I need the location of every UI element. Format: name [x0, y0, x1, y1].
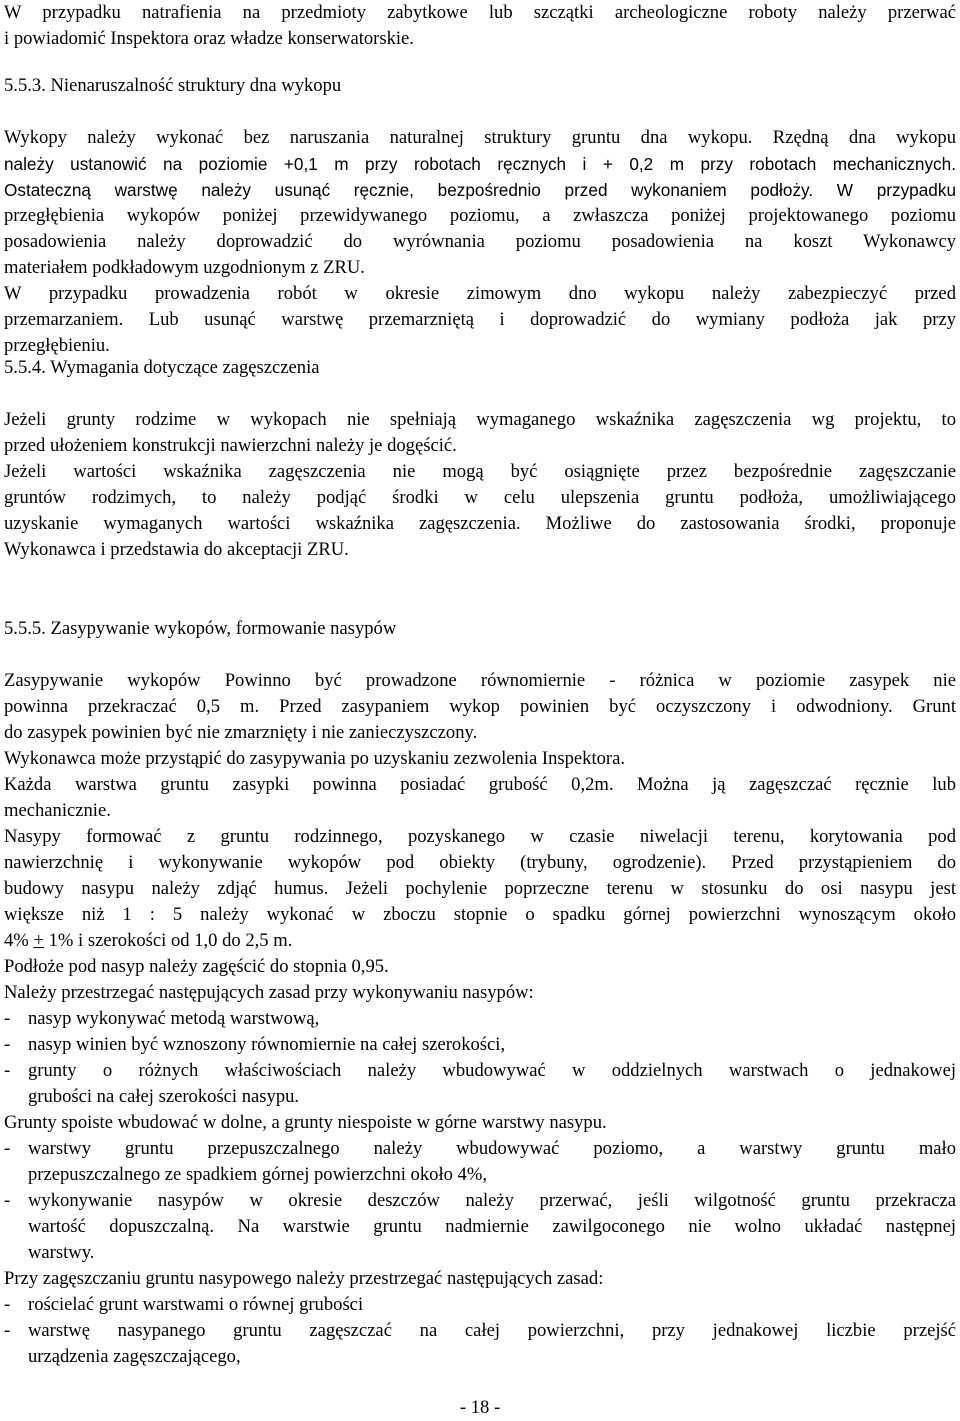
text-line: grunty o różnych właściwościach należy wbudowywać w oddzielnych warstwach o jednakowej [28, 1060, 956, 1081]
text-line: Jeżeli grunty rodzime w wykopach nie spełniają wymaganego wskaźnika zagęszczenia wg projektu, to [4, 409, 956, 430]
intro-paragraph [4, 0, 956, 52]
text-line: wykonywanie nasypów w okresie deszczów należy przerwać, jeśli wilgotność gruntu przekracza [28, 1190, 956, 1211]
document-page [4, 0, 956, 1417]
text-line: grubości na całej szerokości nasypu. [28, 1086, 300, 1107]
dash-marker: - [4, 1138, 11, 1159]
paragraph: Grunty spoiste wbudować w dolne, a grunty niespoiste w górne warstwy nasypu. [4, 1112, 607, 1133]
text-line: warstwy. [28, 1242, 95, 1263]
bullet-list [4, 1006, 956, 1110]
section-heading: 5.5.5. Zasypywanie wykopów, formowanie nasypów [4, 618, 397, 639]
paragraph: Wykonawca może przystąpić do zasypywania po uzyskaniu zezwolenia Inspektora. [4, 748, 626, 769]
list-item [4, 1188, 956, 1266]
section-5-5-3 [4, 73, 956, 359]
dash-marker: - [4, 1294, 11, 1315]
text-line: budowy nasypu należy zdjąć humus. Jeżeli pochylenie poprzeczne terenu w stosunku do osi nasypu jest [4, 878, 956, 899]
section-5-5-4 [4, 355, 956, 563]
text-line: Zasypywanie wykopów Powinno być prowadzone równomiernie - różnica w poziomie zasypek nie [4, 670, 956, 691]
text-line: przed ułożeniem konstrukcji nawierzchni należy je dogęścić. [4, 435, 457, 456]
paragraph [4, 281, 956, 359]
dash-marker: - [4, 1190, 11, 1211]
text-line [4, 928, 956, 954]
plus-minus-sign: + [33, 930, 44, 951]
text-line: materiałem podkładowym uzgodnionym z ZRU. [4, 257, 365, 278]
text-line: Ostateczną warstwę należy usunąć ręcznie, bezpośrednio przed wykonaniem podłoży. W przypadku [4, 180, 956, 200]
text-line: powinna przekraczać 0,5 m. Przed zasypaniem wykop powinien być oczyszczony i odwodniony. Grunt [4, 696, 956, 717]
text-line: przemarzaniem. Lub usunąć warstwę przemarzniętą i doprowadzić do wymiany podłoża jak przy [4, 309, 956, 330]
text-line: Nasypy formować z gruntu rodzinnego, pozyskanego w czasie niwelacji terenu, korytowania pod [4, 826, 956, 847]
text-line: Wykopy należy wykonać bez naruszania naturalnej struktury gruntu dna wykopu. Rzędną dna wykopu [4, 127, 956, 148]
text-line: Każda warstwa gruntu zasypki powinna posiadać grubość 0,2m. Można ją zagęszczać ręcznie lub [4, 774, 956, 795]
list-item [4, 1136, 956, 1188]
list-item [4, 1006, 956, 1032]
dash-marker: - [4, 1060, 11, 1081]
text-line: nawierzchnię i wykonywanie wykopów pod obiekty (trybuny, ogrodzenie). Przed przystąpieniem do [4, 852, 956, 873]
dash-marker: - [4, 1034, 11, 1055]
text-line: W przypadku natrafienia na przedmioty zabytkowe lub szczątki archeologiczne roboty należy przerwać [4, 2, 956, 23]
text-line: nasyp wykonywać metodą warstwową, [28, 1008, 320, 1029]
text-line: Wykonawca i przedstawia do akceptacji ZRU. [4, 539, 349, 560]
bullet-list [4, 1136, 956, 1266]
paragraph [4, 459, 956, 563]
paragraph: Należy przestrzegać następujących zasad przy wykonywaniu nasypów: [4, 982, 534, 1003]
text-line: wartość dopuszczalną. Na warstwie gruntu nadmiernie zawilgoconego nie wolno układać następnej [28, 1216, 956, 1237]
page-number: - 18 - [459, 1397, 501, 1418]
text-line: Jeżeli wartości wskaźnika zagęszczenia nie mogą być osiągnięte przez bezpośrednie zagęszczanie [4, 461, 956, 482]
list-item [4, 1318, 956, 1370]
text-line: przepuszczalnego ze spadkiem górnej powierzchni około 4%, [28, 1164, 487, 1185]
text-line: warstwę nasypanego gruntu zagęszczać na całej powierzchni, przy jednakowej liczbie przejść [28, 1320, 956, 1341]
paragraph: Podłoże pod nasyp należy zagęścić do stopnia 0,95. [4, 956, 389, 977]
text-line: większe niż 1 : 5 należy wykonać w zboczu stopnie o spadku górnej powierzchni wynoszącym około [4, 904, 956, 925]
text-line: nasyp winien być wznoszony równomiernie na całej szerokości, [28, 1034, 506, 1055]
text-line: rościelać grunt warstwami o równej grubości [28, 1294, 364, 1315]
text-line: mechanicznie. [4, 800, 111, 821]
paragraph [4, 668, 956, 746]
text-line: należy ustanowić na poziomie +0,1 m przy robotach ręcznych i + 0,2 m przy robotach mechanicznych. [4, 154, 956, 174]
section-heading: 5.5.4. Wymagania dotyczące zagęszczenia [4, 357, 320, 378]
section-5-5-5 [4, 616, 956, 1370]
paragraph: Przy zagęszczaniu gruntu nasypowego należy przestrzegać następujących zasad: [4, 1268, 604, 1289]
text-line: warstwy gruntu przepuszczalnego należy wbudowywać poziomo, a warstwy gruntu mało [28, 1138, 956, 1159]
list-item [4, 1292, 956, 1318]
dash-marker: - [4, 1320, 11, 1341]
text-line: uzyskanie wymaganych wartości wskaźnika zagęszczenia. Możliwe do zastosowania środki, proponuje [4, 513, 956, 534]
paragraph [4, 772, 956, 824]
list-item [4, 1058, 956, 1110]
text-span: 1% i szerokości od 1,0 do 2,5 m. [43, 930, 293, 951]
text-line: urządzenia zagęszczającego, [28, 1346, 241, 1367]
text-line: przegłębieniu. [4, 335, 110, 356]
bullet-list [4, 1292, 956, 1370]
text-line: i powiadomić Inspektora oraz władze konserwatorskie. [4, 28, 414, 49]
paragraph [4, 824, 956, 954]
text-line: przegłębienia wykopów poniżej przewidywanego poziomu, a zwłaszcza poniżej projektowanego poziomu [4, 205, 956, 226]
text-line: W przypadku prowadzenia robót w okresie zimowym dno wykopu należy zabezpieczyć przed [4, 283, 956, 304]
text-line: gruntów rodzimych, to należy podjąć środki w celu ulepszenia gruntu podłoża, umożliwiającego [4, 487, 956, 508]
section-heading: 5.5.3. Nienaruszalność struktury dna wykopu [4, 75, 342, 96]
paragraph [4, 407, 956, 459]
dash-marker: - [4, 1008, 11, 1029]
text-line: posadowienia należy doprowadzić do wyrównania poziomu posadowienia na koszt Wykonawcy [4, 231, 956, 252]
text-span: 4% [4, 930, 34, 951]
paragraph [4, 125, 956, 281]
list-item [4, 1032, 956, 1058]
text-line: do zasypek powinien być nie zmarznięty i nie zanieczyszczony. [4, 722, 478, 743]
